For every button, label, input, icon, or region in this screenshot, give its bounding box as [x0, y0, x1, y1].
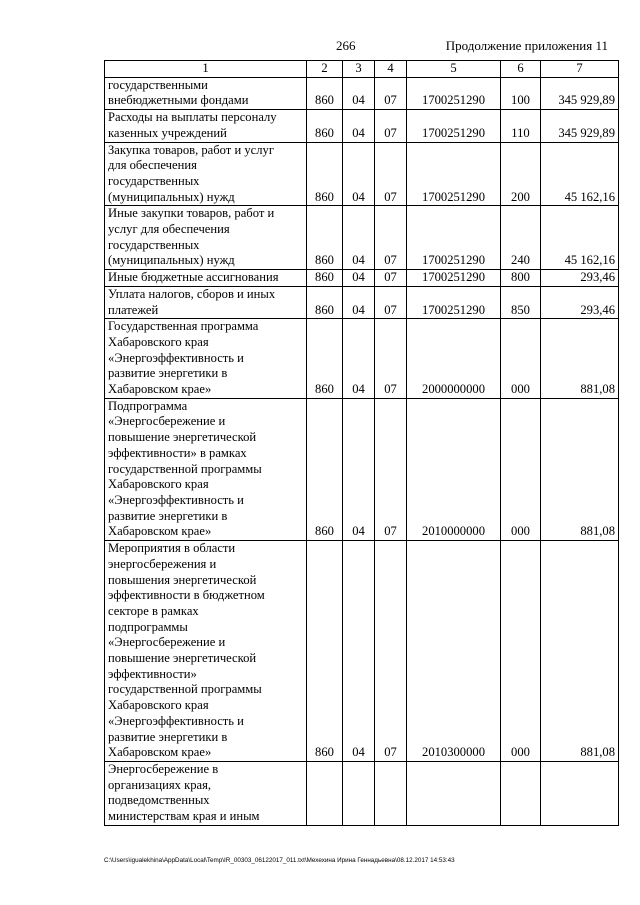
expense-type-cell: 800 — [501, 270, 541, 287]
section-code-cell: 04 — [343, 319, 375, 399]
amount-cell: 345 929,89 — [541, 77, 619, 109]
expense-name-cell — [105, 541, 307, 762]
expense-name-cell — [105, 319, 307, 399]
target-article-cell: 1700251290 — [407, 286, 501, 318]
section-code-cell: 04 — [343, 142, 375, 206]
expense-type-cell: 100 — [501, 77, 541, 109]
table-row — [105, 77, 619, 109]
target-article-cell: 2010000000 — [407, 398, 501, 540]
expense-name-text: Энергосбережение в организациях края, подведомственных министерствам края и иным — [108, 761, 260, 824]
amount-cell: 293,46 — [541, 270, 619, 287]
subsection-code-cell: 07 — [375, 270, 407, 287]
target-article-cell: 1700251290 — [407, 77, 501, 109]
column-number: 3 — [343, 61, 375, 78]
ministry-code-cell: 860 — [307, 286, 343, 318]
column-number: 5 — [407, 61, 501, 78]
expense-type-cell: 200 — [501, 142, 541, 206]
table-row — [105, 142, 619, 206]
subsection-code-cell: 07 — [375, 206, 407, 270]
target-article-cell: 1700251290 — [407, 110, 501, 142]
continuation-note: Продолжение приложения 11 — [445, 38, 608, 53]
column-number: 2 — [307, 61, 343, 78]
table-row — [105, 286, 619, 318]
expense-name-cell — [105, 110, 307, 142]
target-article-cell — [407, 761, 501, 825]
column-number: 1 — [105, 61, 307, 78]
target-article-cell: 1700251290 — [407, 270, 501, 287]
expense-name-text: Уплата налогов, сборов и иных платежей — [108, 286, 276, 317]
table-row — [105, 541, 619, 762]
subsection-code-cell: 07 — [375, 77, 407, 109]
amount-cell: 45 162,16 — [541, 142, 619, 206]
expense-name-text: Государственная программа Хабаровского края «Энергоэффективность и развитие энергетики в Хабаровском крае» — [108, 319, 259, 397]
subsection-code-cell: 07 — [375, 142, 407, 206]
section-code-cell: 04 — [343, 270, 375, 287]
expense-name-cell — [105, 142, 307, 206]
expense-name-text: Расходы на выплаты персоналу казенных учреждений — [108, 110, 277, 140]
section-code-cell — [343, 761, 375, 825]
expense-type-cell — [501, 761, 541, 825]
expense-name-text: государственными внебюджетными фондами — [108, 77, 249, 108]
section-code-cell: 04 — [343, 206, 375, 270]
table-row — [105, 270, 619, 287]
table-row — [105, 319, 619, 399]
target-article-cell: 1700251290 — [407, 142, 501, 206]
column-number: 4 — [375, 61, 407, 78]
amount-cell: 345 929,89 — [541, 110, 619, 142]
amount-cell: 881,08 — [541, 398, 619, 540]
amount-cell — [541, 761, 619, 825]
amount-cell: 45 162,16 — [541, 206, 619, 270]
ministry-code-cell: 860 — [307, 110, 343, 142]
expense-name-cell — [105, 761, 307, 825]
column-number: 7 — [541, 61, 619, 78]
subsection-code-cell — [375, 761, 407, 825]
column-number: 6 — [501, 61, 541, 78]
section-code-cell: 04 — [343, 286, 375, 318]
expense-name-cell — [105, 398, 307, 540]
ministry-code-cell: 860 — [307, 206, 343, 270]
ministry-code-cell: 860 — [307, 270, 343, 287]
section-code-cell: 04 — [343, 77, 375, 109]
expense-name-text: Подпрограмма «Энергосбережение и повышение энергетической эффективности» в рамках государственной программы Хабаровского края «Энергоэффективность и развитие энергетики в Хабаровском крае» — [108, 398, 262, 539]
expense-type-cell: 850 — [501, 286, 541, 318]
section-code-cell: 04 — [343, 110, 375, 142]
table-row — [105, 761, 619, 825]
column-number-row — [105, 61, 619, 78]
ministry-code-cell: 860 — [307, 319, 343, 399]
ministry-code-cell: 860 — [307, 541, 343, 762]
subsection-code-cell: 07 — [375, 286, 407, 318]
target-article-cell: 2010300000 — [407, 541, 501, 762]
table-row — [105, 398, 619, 540]
ministry-code-cell: 860 — [307, 398, 343, 540]
expense-type-cell: 110 — [501, 110, 541, 142]
section-code-cell: 04 — [343, 541, 375, 762]
subsection-code-cell: 07 — [375, 110, 407, 142]
expense-name-text: Иные бюджетные ассигнования — [108, 270, 279, 285]
target-article-cell: 1700251290 — [407, 206, 501, 270]
amount-cell: 881,08 — [541, 319, 619, 399]
table-row — [105, 206, 619, 270]
ministry-code-cell — [307, 761, 343, 825]
expense-name-text: Мероприятия в области энергосбережения и повышения энергетической эффективности в бюджетном секторе в рамках подпрограммы «Энергосбережение и повышение энергетической эффективности» государственной программы Хабаровского края «Энергоэффективность и развитие энергетики в Хабаровском крае» — [108, 541, 265, 760]
expense-name-cell — [105, 206, 307, 270]
expense-name-text: Закупка товаров, работ и услуг для обеспечения государственных (муниципальных) нужд — [108, 142, 274, 204]
ministry-code-cell: 860 — [307, 142, 343, 206]
subsection-code-cell: 07 — [375, 541, 407, 762]
expense-name-cell — [105, 270, 307, 287]
subsection-code-cell: 07 — [375, 398, 407, 540]
table-row — [105, 110, 619, 142]
expense-name-text: Иные закупки товаров, работ и услуг для обеспечения государственных (муниципальных) нужд — [108, 206, 275, 268]
ministry-code-cell: 860 — [307, 77, 343, 109]
expense-type-cell: 000 — [501, 319, 541, 399]
section-code-cell: 04 — [343, 398, 375, 540]
page-number: 266 — [336, 38, 356, 53]
amount-cell: 293,46 — [541, 286, 619, 318]
amount-cell: 881,08 — [541, 541, 619, 762]
expense-type-cell: 000 — [501, 541, 541, 762]
subsection-code-cell: 07 — [375, 319, 407, 399]
target-article-cell: 2000000000 — [407, 319, 501, 399]
budget-table — [104, 60, 619, 826]
expense-name-cell — [105, 77, 307, 109]
expense-type-cell: 240 — [501, 206, 541, 270]
expense-type-cell: 000 — [501, 398, 541, 540]
expense-name-cell — [105, 286, 307, 318]
footer-file-path: C:\Users\igualekhina\AppData\Local\Temp\IR_00303_06122017_011.txt\Мехехина Ирина Геннадьевна\08.12.2017 14:53:43 — [104, 857, 455, 864]
